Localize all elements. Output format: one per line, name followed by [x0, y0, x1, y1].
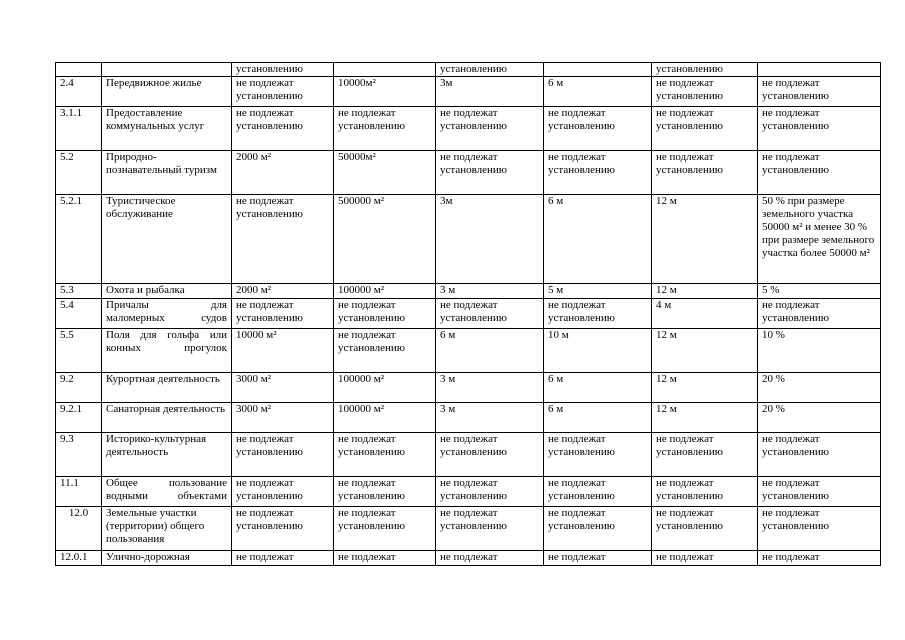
cell-coverage [758, 63, 881, 77]
cell-max-area: 10000м² [334, 77, 436, 107]
row-name [102, 63, 232, 77]
cell-setback-a: 6 м [436, 329, 544, 373]
cell-coverage: не подлежат установлению [758, 77, 881, 107]
cell-coverage: не подлежат установлению [758, 507, 881, 551]
cell-max-height: не подлежат установлению [652, 151, 758, 195]
row-code: 5.3 [56, 284, 102, 299]
cell-min-area: 2000 м² [232, 151, 334, 195]
cell-min-area: не подлежат установлению [232, 299, 334, 329]
row-name: Поля для гольфа или конных прогулок [102, 329, 232, 373]
cell-coverage: не подлежат установлению [758, 433, 881, 477]
cell-setback-a: не подлежат установлению [436, 433, 544, 477]
row-code: 11.1 [56, 477, 102, 507]
row-code: 5.4 [56, 299, 102, 329]
table-row [56, 284, 881, 299]
cell-max-height: 12 м [652, 373, 758, 403]
cell-min-area: не подлежат установлению [232, 507, 334, 551]
cell-setback-b: не подлежат установлению [544, 507, 652, 551]
row-name: Природно-познавательный туризм [102, 151, 232, 195]
cell-max-area: 100000 м² [334, 284, 436, 299]
row-code: 9.2 [56, 373, 102, 403]
cell-min-area: 2000 м² [232, 284, 334, 299]
cell-coverage: не подлежат установлению [758, 151, 881, 195]
cell-setback-b: 6 м [544, 373, 652, 403]
cell-min-area: установлению [232, 63, 334, 77]
table-row [56, 551, 881, 566]
table-row [56, 299, 881, 329]
row-code: 3.1.1 [56, 107, 102, 151]
cell-coverage: 50 % при размере земельного участка 50000 м² и менее 30 % при размере земельного участка более 50000 м² [758, 195, 881, 284]
cell-coverage: 20 % [758, 403, 881, 433]
table-row [56, 329, 881, 373]
cell-max-height: 4 м [652, 299, 758, 329]
table-row [56, 107, 881, 151]
cell-setback-a: не подлежат установлению [436, 107, 544, 151]
row-name: Предоставление коммунальных услуг [102, 107, 232, 151]
cell-max-area: 100000 м² [334, 373, 436, 403]
cell-max-height: не подлежат [652, 551, 758, 566]
table-row [56, 433, 881, 477]
cell-max-area: 500000 м² [334, 195, 436, 284]
cell-setback-b [544, 63, 652, 77]
land-use-parameters-table [55, 62, 881, 566]
row-name: Улично-дорожная [102, 551, 232, 566]
table-row [56, 195, 881, 284]
cell-min-area: 10000 м² [232, 329, 334, 373]
row-name: Общее пользование водными объектами [102, 477, 232, 507]
row-code: 12.0.1 [56, 551, 102, 566]
cell-coverage: 5 % [758, 284, 881, 299]
cell-coverage: 20 % [758, 373, 881, 403]
table-row [56, 77, 881, 107]
cell-max-area: не подлежат установлению [334, 507, 436, 551]
row-name: Передвижное жилье [102, 77, 232, 107]
table-row [56, 403, 881, 433]
cell-max-area: не подлежат установлению [334, 433, 436, 477]
cell-max-height: 12 м [652, 195, 758, 284]
row-code: 2.4 [56, 77, 102, 107]
row-code: 9.3 [56, 433, 102, 477]
cell-setback-a: не подлежат установлению [436, 299, 544, 329]
cell-setback-a: 3 м [436, 284, 544, 299]
cell-setback-a: не подлежат [436, 551, 544, 566]
table-row [56, 63, 881, 77]
cell-min-area: не подлежат установлению [232, 195, 334, 284]
cell-min-area: не подлежат [232, 551, 334, 566]
cell-max-height: 12 м [652, 403, 758, 433]
row-name: Туристическое обслуживание [102, 195, 232, 284]
row-name: Причалы для маломерных судов [102, 299, 232, 329]
cell-max-area: не подлежат установлению [334, 477, 436, 507]
cell-max-height: не подлежат установлению [652, 433, 758, 477]
cell-min-area: не подлежат установлению [232, 77, 334, 107]
row-code [56, 63, 102, 77]
cell-max-height: установлению [652, 63, 758, 77]
row-name: Охота и рыбалка [102, 284, 232, 299]
cell-setback-b: 6 м [544, 195, 652, 284]
cell-max-area: не подлежат установлению [334, 107, 436, 151]
cell-setback-b: не подлежат установлению [544, 477, 652, 507]
table-row [56, 507, 881, 551]
row-code: 12.0 [56, 507, 102, 551]
cell-coverage: 10 % [758, 329, 881, 373]
cell-max-area: 100000 м² [334, 403, 436, 433]
cell-coverage: не подлежат установлению [758, 107, 881, 151]
cell-max-height: не подлежат установлению [652, 107, 758, 151]
cell-setback-a: не подлежат установлению [436, 477, 544, 507]
cell-setback-b: не подлежат установлению [544, 151, 652, 195]
cell-setback-b: не подлежат [544, 551, 652, 566]
row-code: 9.2.1 [56, 403, 102, 433]
cell-max-area: не подлежат установлению [334, 329, 436, 373]
cell-coverage: не подлежат [758, 551, 881, 566]
cell-setback-a: 3 м [436, 403, 544, 433]
cell-setback-b: 6 м [544, 403, 652, 433]
cell-min-area: не подлежат установлению [232, 477, 334, 507]
row-name: Земельные участки (территории) общего пользования [102, 507, 232, 551]
cell-setback-a: 3 м [436, 373, 544, 403]
row-name: Курортная деятельность [102, 373, 232, 403]
cell-setback-b: не подлежат установлению [544, 107, 652, 151]
cell-max-area: не подлежат установлению [334, 299, 436, 329]
row-code: 5.5 [56, 329, 102, 373]
cell-setback-b: 6 м [544, 77, 652, 107]
table-row [56, 373, 881, 403]
cell-max-height: не подлежат установлению [652, 477, 758, 507]
row-name: Санаторная деятельность [102, 403, 232, 433]
cell-min-area: не подлежат установлению [232, 433, 334, 477]
cell-setback-b: не подлежат установлению [544, 433, 652, 477]
cell-min-area: 3000 м² [232, 403, 334, 433]
cell-setback-a: 3м [436, 77, 544, 107]
cell-min-area: 3000 м² [232, 373, 334, 403]
cell-setback-a: 3м [436, 195, 544, 284]
row-code: 5.2.1 [56, 195, 102, 284]
cell-min-area: не подлежат установлению [232, 107, 334, 151]
row-name: Историко-культурная деятельность [102, 433, 232, 477]
cell-max-height: 12 м [652, 284, 758, 299]
table-row [56, 477, 881, 507]
cell-setback-b: не подлежат установлению [544, 299, 652, 329]
row-code: 5.2 [56, 151, 102, 195]
cell-setback-a: не подлежат установлению [436, 507, 544, 551]
cell-coverage: не подлежат установлению [758, 299, 881, 329]
cell-max-height: не подлежат установлению [652, 507, 758, 551]
cell-max-height: 12 м [652, 329, 758, 373]
cell-setback-b: 5 м [544, 284, 652, 299]
cell-setback-a: установлению [436, 63, 544, 77]
cell-max-height: не подлежат установлению [652, 77, 758, 107]
cell-max-area: не подлежат [334, 551, 436, 566]
cell-max-area [334, 63, 436, 77]
cell-setback-a: не подлежат установлению [436, 151, 544, 195]
cell-max-area: 50000м² [334, 151, 436, 195]
table-row [56, 151, 881, 195]
cell-coverage: не подлежат установлению [758, 477, 881, 507]
cell-setback-b: 10 м [544, 329, 652, 373]
